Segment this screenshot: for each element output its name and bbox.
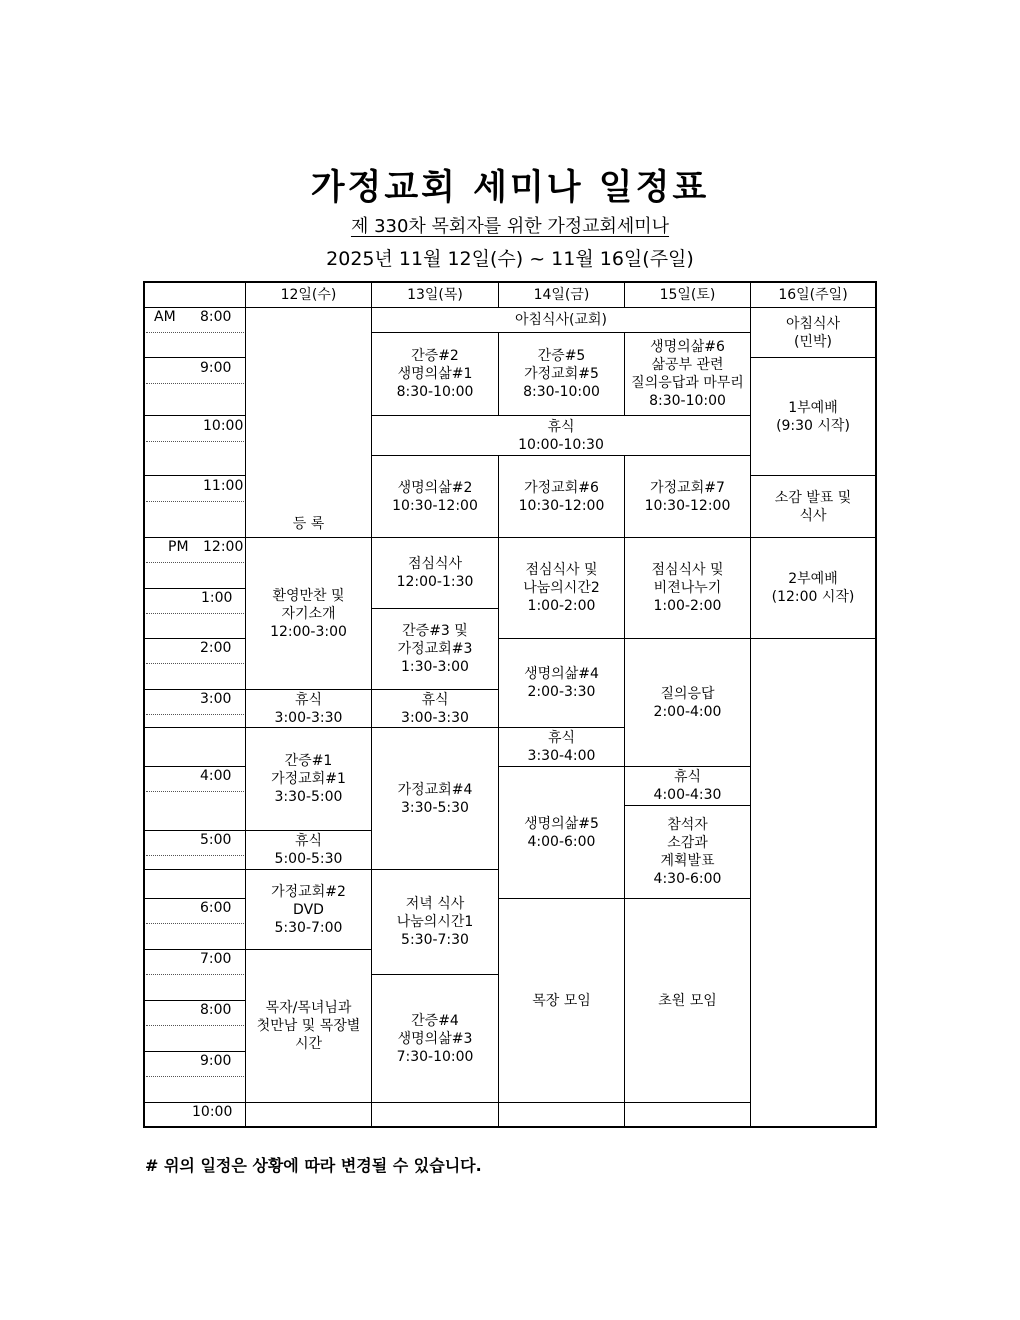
event-text: 점심식사 및 비젼나누기 1:00-2:00 (651, 562, 724, 614)
time-label: 10:00 (192, 1104, 233, 1120)
event-text: 간증#5 가정교회#5 8:30-10:00 (523, 348, 600, 400)
time-divider (146, 613, 244, 614)
time-divider (144, 357, 245, 358)
event-text: 목자/목녀님과 첫만남 및 목장별 시간 (256, 1000, 361, 1052)
event-text: 환영만찬 및 자기소개 12:00-3:00 (270, 587, 347, 640)
time-divider (144, 415, 245, 416)
event-breakfast-church (371, 307, 751, 333)
time-label: 6:00 (200, 900, 232, 916)
event-house-church-7 (624, 455, 751, 538)
time-label: 10:00 (203, 418, 244, 434)
event-text: 생명의삶#6 삶공부 관련 질의응답과 마무리 8:30-10:00 (631, 339, 744, 409)
event-text: 아침식사 (민박) (785, 315, 841, 350)
time-divider (144, 949, 245, 950)
event-breakfast-homestay (750, 307, 876, 358)
event-cell-meeting (498, 898, 625, 1103)
event-remarks (750, 475, 876, 538)
event-text: 가정교회#7 10:30-12:00 (644, 479, 731, 514)
event-testimony-5 (498, 332, 625, 416)
event-testimony-4 (371, 974, 499, 1103)
event-house-church-4 (371, 727, 499, 870)
time-divider (146, 1076, 244, 1077)
event-text: 저녁 식사 나눔의시간1 5:30-7:30 (396, 896, 474, 948)
event-text: 가정교회#4 3:30-5:30 (397, 781, 473, 816)
header-wed (245, 282, 372, 308)
event-life-4 (498, 638, 625, 728)
time-label: 8:00 (200, 309, 232, 325)
time-divider (146, 923, 244, 924)
time-divider (146, 791, 244, 792)
event-text: 등 록 (292, 516, 325, 532)
header-fri (498, 282, 625, 308)
header-thu (371, 282, 499, 308)
time-divider (146, 562, 244, 563)
time-label: 8:00 (200, 1002, 232, 1018)
event-break (245, 830, 372, 870)
time-divider (144, 638, 245, 639)
event-testimony-3 (371, 608, 499, 690)
time-divider (146, 855, 244, 856)
event-pastors-meeting (245, 949, 372, 1103)
event-break (245, 689, 372, 728)
header-wed-label: 12일(수) (280, 287, 337, 303)
event-text: 생명의삶#4 2:00-3:30 (524, 666, 599, 700)
time-label: 7:00 (200, 951, 232, 967)
header-thu-label: 13일(목) (407, 287, 463, 303)
event-text: 점심식사 12:00-1:30 (396, 556, 474, 590)
event-text: 휴식 3:00-3:30 (401, 691, 469, 726)
time-label: 4:00 (200, 768, 232, 784)
time-divider (146, 441, 244, 442)
time-divider (144, 1000, 245, 1001)
time-divider (144, 830, 245, 831)
empty-cell (245, 1102, 372, 1127)
event-text: 참석자 소감과 계획발표 4:30-6:00 (653, 817, 722, 887)
event-text: 간증#4 생명의삶#3 7:30-10:00 (396, 1012, 474, 1065)
event-participants (624, 805, 751, 899)
event-text: 휴식 3:30-4:00 (527, 730, 596, 764)
event-lunch-sharing (498, 537, 625, 639)
time-label: 1:00 (201, 590, 233, 606)
event-text: 가정교회#6 10:30-12:00 (518, 479, 605, 514)
event-break (371, 689, 499, 728)
event-text: 생명의삶#5 4:00-6:00 (524, 815, 599, 850)
event-break (624, 766, 751, 806)
event-lunch (371, 537, 499, 609)
header-sat (624, 282, 751, 308)
column-divider (245, 281, 246, 1128)
event-text: 질의응답 2:00-4:00 (653, 685, 722, 720)
header-time-blank (144, 282, 246, 308)
event-text: 1부예배 (9:30 시작) (776, 399, 850, 434)
time-divider (144, 1102, 245, 1103)
event-text: 가정교회#2 DVD 5:30-7:00 (271, 883, 346, 936)
date-range: 2025년 11월 12일(수) ~ 11월 16일(주일) (326, 248, 694, 270)
time-divider (144, 869, 245, 870)
empty-cell (750, 638, 876, 1127)
event-life-5 (498, 766, 625, 899)
event-break (498, 727, 625, 767)
event-text: 휴식 4:00-4:30 (653, 769, 722, 803)
event-text: 목장 모임 (532, 992, 591, 1009)
header-sun (750, 282, 876, 308)
event-service-1 (750, 357, 876, 476)
event-text: 휴식 10:00-10:30 (518, 418, 604, 453)
pm-label: PM (168, 539, 189, 555)
event-lunch-vision (624, 537, 751, 639)
event-welcome-dinner (245, 537, 372, 690)
event-house-church-6 (498, 455, 625, 538)
time-divider (144, 766, 245, 767)
time-divider (144, 1051, 245, 1052)
header-sat-label: 15일(토) (659, 287, 716, 303)
event-text: 간증#2 생명의삶#1 8:30-10:00 (396, 348, 474, 400)
event-invite-meeting (624, 898, 751, 1103)
event-testimony-2 (371, 332, 499, 416)
time-divider (144, 475, 245, 476)
time-label: 5:00 (200, 832, 232, 848)
event-text: 점심식사 및 나눔의시간2 1:00-2:00 (523, 562, 600, 614)
event-break-morning (371, 415, 751, 456)
time-label: 11:00 (203, 478, 244, 494)
time-divider (146, 974, 244, 975)
time-label: 9:00 (200, 1053, 232, 1069)
event-life-6 (624, 332, 751, 416)
event-text: 휴식 5:00-5:30 (274, 833, 343, 867)
time-divider (146, 1025, 244, 1026)
time-divider (146, 332, 244, 333)
event-text: 아침식사(교회) (514, 312, 608, 328)
event-life-2 (371, 455, 499, 538)
event-text: 생명의삶#2 10:30-12:00 (392, 479, 478, 514)
event-registration (245, 307, 372, 538)
header-sun-label: 16일(주일) (778, 287, 848, 303)
empty-cell (624, 1102, 751, 1127)
time-label: 9:00 (200, 360, 232, 376)
subtitle-text: 제 330차 목회자를 위한 가정교회세미나 (350, 216, 670, 237)
am-label: AM (154, 309, 176, 325)
time-divider (144, 689, 245, 690)
event-text: 2부예배 (12:00 시작) (771, 571, 855, 605)
time-label: 2:00 (200, 640, 232, 656)
footnote: # 위의 일정은 상황에 따라 변경될 수 있습니다. (145, 1156, 482, 1175)
event-testimony-1 (245, 727, 372, 831)
time-divider (144, 537, 245, 538)
time-divider (146, 714, 244, 715)
time-divider (146, 663, 244, 664)
event-text: 휴식 3:00-3:30 (274, 691, 343, 726)
time-divider (144, 727, 245, 728)
time-label: 3:00 (200, 691, 232, 707)
event-text: 초원 모임 (658, 992, 717, 1009)
event-qa (624, 638, 751, 767)
time-label: 12:00 (203, 539, 244, 555)
header-fri-label: 14일(금) (533, 287, 590, 303)
empty-cell (371, 1102, 499, 1127)
page-title: 가정교회 세미나 일정표 (310, 168, 710, 208)
event-text: 소감 발표 및 식사 (774, 489, 852, 524)
empty-cell (498, 1102, 625, 1127)
time-divider (146, 383, 244, 384)
event-text: 간증#3 및 가정교회#3 1:30-3:00 (397, 623, 473, 675)
event-house-church-2 (245, 869, 372, 950)
time-divider (146, 501, 244, 502)
time-divider (144, 898, 245, 899)
event-service-2 (750, 537, 876, 639)
event-text: 간증#1 가정교회#1 3:30-5:00 (271, 753, 346, 805)
event-dinner (371, 869, 499, 975)
time-divider (144, 588, 245, 589)
